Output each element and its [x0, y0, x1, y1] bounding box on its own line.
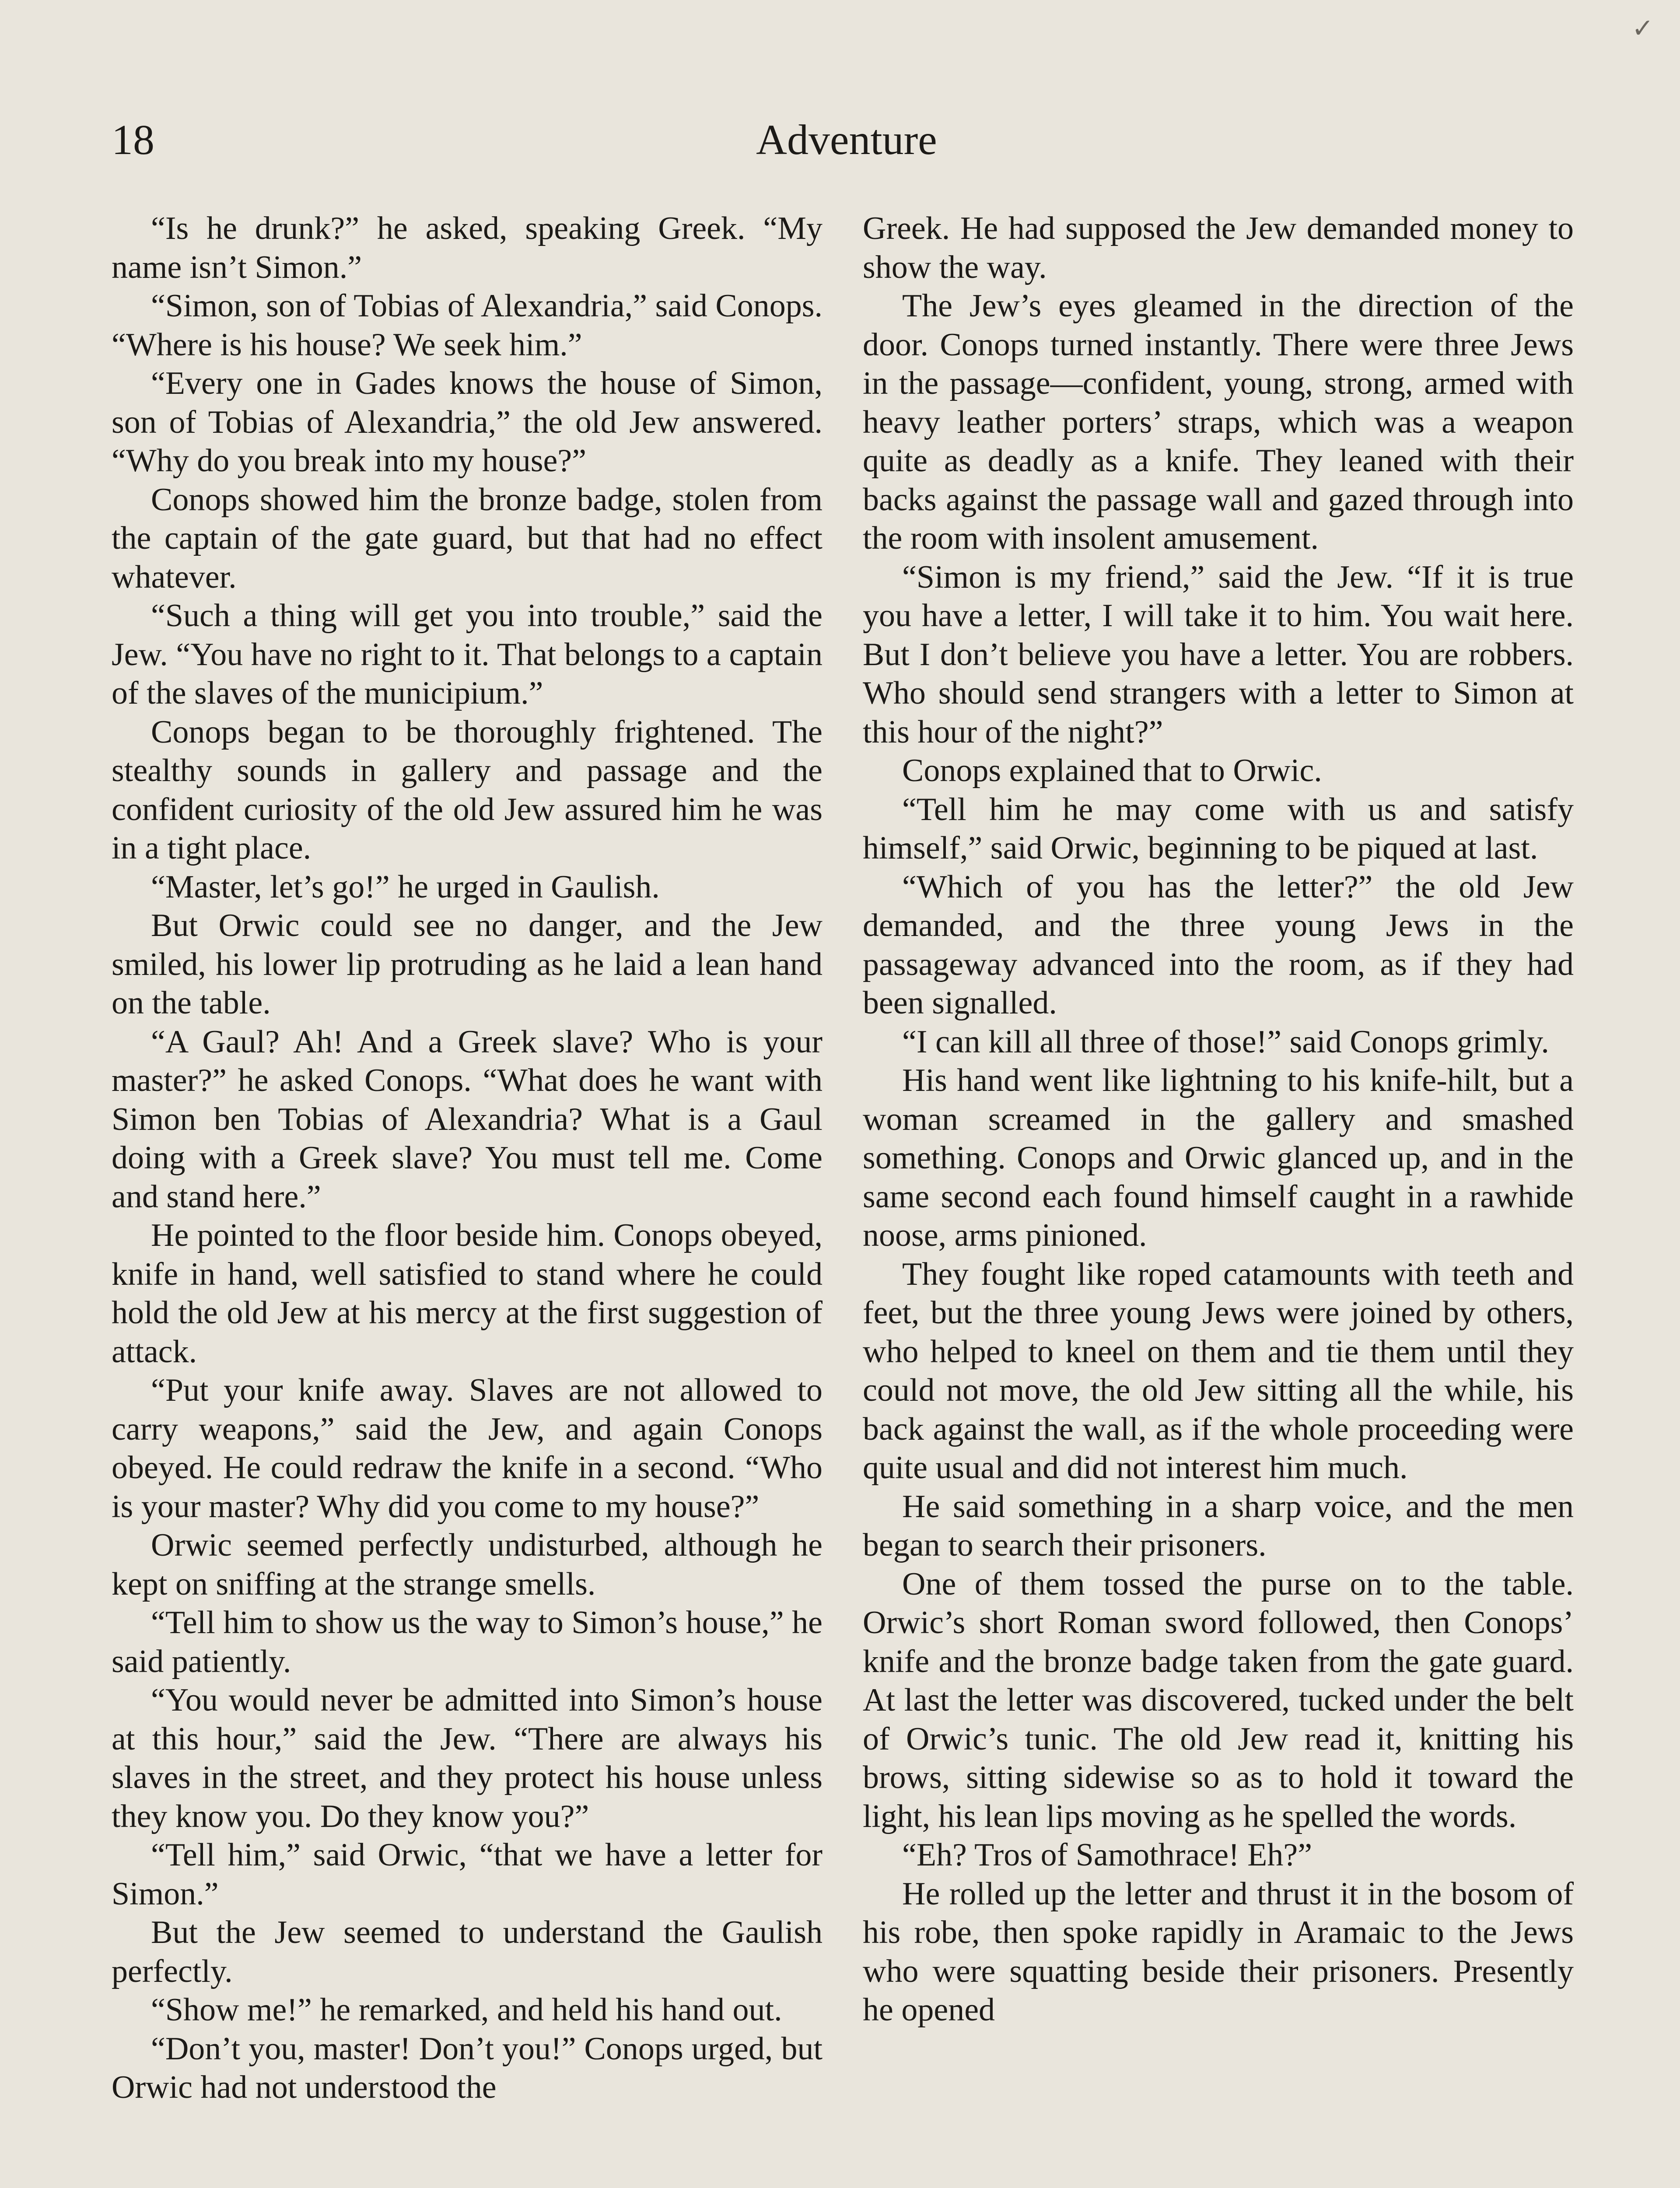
right-text-column [863, 209, 1574, 2030]
paragraph: One of them tossed the purse on to the table. Orwic’s short Roman sword followed, then Conops’ knife and the bronze badge taken from the gate guard. At last the letter was discovered, tucked under the belt of Orwic’s tunic. The old Jew read it, knitting his brows, sitting sidewise so as to hold it toward the light, his lean lips moving as he spelled the words. [863, 1566, 1574, 1834]
paragraph: He rolled up the letter and thrust it in the bosom of his robe, then spoke rapidly in Aramaic to the Jews who were squatting beside their prisoners. Presently he opened [863, 1876, 1574, 2028]
paragraph: “Put your knife away. Slaves are not allowed to carry weapons,” said the Jew, and again Conops obeyed. He could redraw the knife in a second. “Who is your master? Why did you come to my house?” [112, 1372, 822, 1525]
page-number: 18 [112, 116, 154, 164]
paragraph: “Master, let’s go!” he urged in Gaulish. [151, 869, 660, 905]
paragraph: Conops began to be thoroughly frightened. The stealthy sounds in gallery and passage and the confident curiosity of the old Jew assured him he was in a tight place. [112, 714, 822, 866]
paragraph: Conops explained that to Orwic. [902, 753, 1322, 789]
paragraph: “I can kill all three of those!” said Conops grimly. [902, 1024, 1549, 1060]
paragraph: “Eh? Tros of Samothrace! Eh?” [902, 1837, 1312, 1873]
paragraph: “Is he drunk?” he asked, speaking Greek. “My name isn’t Simon.” [112, 210, 822, 285]
paragraph: But the Jew seemed to understand the Gaulish perfectly. [112, 1914, 822, 1989]
magazine-title: Adventure [756, 116, 937, 164]
paragraph: “Simon, son of Tobias of Alexandria,” said Conops. “Where is his house? We seek him.” [112, 288, 822, 363]
paragraph: They fought like roped catamounts with teeth and feet, but the three young Jews were joined by others, who helped to kneel on them and tie them until they could not move, the old Jew sitting all the while, his back against the wall, as if the whole proceeding were quite usual and did not interest him much. [863, 1256, 1574, 1486]
paragraph: Greek. He had supposed the Jew demanded money to show the way. [863, 210, 1574, 285]
paragraph: Conops showed him the bronze badge, stolen from the captain of the gate guard, but that had no effect whatever. [112, 481, 822, 595]
paragraph: He pointed to the floor beside him. Conops obeyed, knife in hand, well satisfied to stand where he could hold the old Jew at his mercy at the first suggestion of attack. [112, 1217, 822, 1370]
paragraph: “Tell him,” said Orwic, “that we have a letter for Simon.” [112, 1837, 822, 1912]
paragraph: “Tell him to show us the way to Simon’s house,” he said patiently. [112, 1605, 822, 1680]
paragraph: But Orwic could see no danger, and the Jew smiled, his lower lip protruding as he laid a lean hand on the table. [112, 908, 822, 1021]
paragraph: “Show me!” he remarked, and held his hand out. [151, 1992, 782, 2028]
paragraph: “Tell him he may come with us and satisfy himself,” said Orwic, beginning to be piqued at last. [863, 791, 1574, 866]
paragraph: “Which of you has the letter?” the old Jew demanded, and the three young Jews in the passageway advanced into the room, as if they had been signalled. [863, 869, 1574, 1021]
paragraph: Orwic seemed perfectly undisturbed, although he kept on sniffing at the strange smells. [112, 1527, 822, 1602]
paragraph: “You would never be admitted into Simon’s house at this hour,” said the Jew. “There are always his slaves in the street, and they protect his house unless they know you. Do they know you?” [112, 1682, 822, 1834]
paragraph: “Don’t you, master! Don’t you!” Conops urged, but Orwic had not understood the [112, 2030, 822, 2105]
paragraph: “Simon is my friend,” said the Jew. “If it is true you have a letter, I will take it to him. You wait here. But I don’t believe you have a letter. You are robbers. Who should send strangers with a letter to Simon at this hour of the night?” [863, 559, 1574, 750]
paragraph: “A Gaul? Ah! And a Greek slave? Who is your master?” he asked Conops. “What does he want with Simon ben Tobias of Alexandria? What is a Gaul doing with a Greek slave? You must tell me. Come and stand here.” [112, 1024, 822, 1215]
corner-mark: ✓ [1631, 14, 1654, 43]
paragraph: “Such a thing will get you into trouble,” said the Jew. “You have no right to it. That belongs to a captain of the slaves of the municipium.” [112, 598, 822, 711]
paragraph: His hand went like lightning to his knife-hilt, but a woman screamed in the gallery and smashed something. Conops and Orwic glanced up, and in the same second each found himself caught in a rawhide noose, arms pinioned. [863, 1062, 1574, 1253]
left-text-column [112, 209, 822, 2107]
page-header [112, 107, 1582, 173]
paragraph: The Jew’s eyes gleamed in the direction of the door. Conops turned instantly. There were three Jews in the passage—confident, young, strong, armed with heavy leather porters’ straps, which was a weapon quite as deadly as a knife. They leaned with their backs against the passage wall and gazed through into the room with insolent amusement. [863, 288, 1574, 556]
paragraph: He said something in a sharp voice, and the men began to search their prisoners. [863, 1488, 1574, 1563]
paragraph: “Every one in Gades knows the house of Simon, son of Tobias of Alexandria,” the old Jew answered. “Why do you break into my house?” [112, 365, 822, 479]
